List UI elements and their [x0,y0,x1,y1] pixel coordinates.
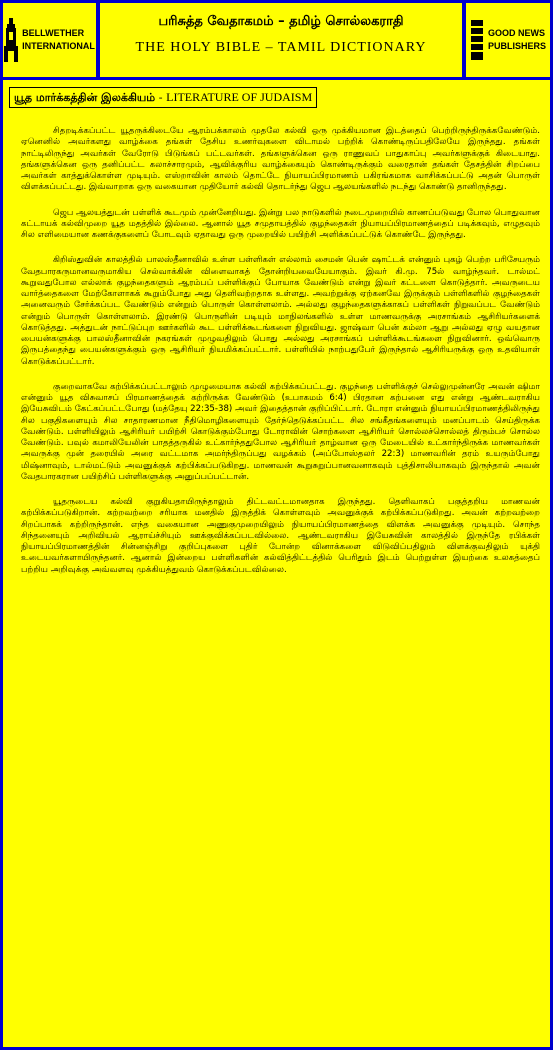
right-logo-line2: PUBLISHERS [487,41,546,51]
paragraph: சிதறடிக்கப்பட்ட யூதருக்கிடையே ஆரம்பக்காலம் முதலே கல்வி ஒரு முக்கியமான இடத்தைப் பெற்றிருந்திருக்கவேண்டும். ஏனெனில் அவர்களது வாழ்க்கை தங்கள் தேசிய உணர்வுகளை விடாமல் பற்றிக் கொண்டிருப்பதிலேயே இருந்தது. தங்கள் நாட்டிலிருந்து அவர்கள் வேரோடு பிடுங்கப் பட்டவர்கள். தங்களுக்கென ஒரு ராணுவப் பாதுகாப்பு அவர்களுக்குக் கிடையாது. தங்களுக்கென ஒரு தனிப்பட்ட கலாச்சாரமும், ஆவிக்குரிய வாழ்க்கையும் கொண்டிருக்கும் வரைதான் தங்கள் தேசத்தின் சிறப்பை அவர்கள் காத்துக்கொள்ள முடியும். எஸ்றாவின் காலம் தொட்டே நியாயப்பிரமாணம் பகிரங்கமாக வாசிக்கப்பட்டு அதன் பொருள் விளக்கப்பட்டது. இவ்வாறாக ஒரு வகையான முதியோர் கல்வி தொடர்ந்து ஜெப ஆலயங்களில் நடந்து கொண்டு தானிருந்தது. [21,126,540,193]
bell-tower-icon [4,18,18,62]
left-logo-line2: INTERNATIONAL [22,41,95,51]
page-title-block [100,3,462,77]
paragraph: கிறிஸ்துவின் காலத்தில் பாலஸ்தீனாவில் உள்ள பள்ளிகள் எல்லாம் சைமன் பென் ஷாட்டக் என்னும் புகழ் பெற்ற பரிசேயரும் வேதபாரகருமானவருமாகிய செல்வாக்கின் விளைவாகத் தோன்றியவையேயாகும். இவர் கி.மு. 75ல் வாழ்ந்தவர். டால்மட் கூறுவதுபோல எல்லாக் குழந்தைகளும் ஆரம்பப் பள்ளிக்குப் போயாக வேண்டும் என்று இவர் கட்டளை கொடுத்தார். அவருடைய வார்த்தைகளை மேற்கோளாகக் கூறும்போது அது தெளிவற்றதாக உள்ளது. அவற்றுக்கு ஏற்கனவே இருக்கும் பள்ளிகளில் குழந்தைகள் அனைவரும் சேர்க்கப்பட வேண்டும் என்றும் பொருள் கொள்ளலாம். அல்லது குழந்தைகளுக்காகப் பள்ளிகள் நிறுவப்பட வேண்டும் என்றும் பொருள் கொள்ளலாம். இரண்டு பொருளின் படியும் மாநிலங்களில் உள்ள மாணவருக்கு அரசாங்கம் ஆசிரியர்களைக் கொடுத்தது. அத்துடன் நாட்டுப்புற ஊர்களில் கூட பள்ளிக்கூடங்களை நிறுவியது. ஜாஷ்வா பென் கம்லா ஆறு அல்லது ஏழு வயதான பையன்களுக்கு பாலஸ்தீனாவின் நகரங்கள் முழுவதிலும் பொது அல்லது அரசாங்கப் பள்ளிக்கூடங்களை நிறுவினார். ஒவ்வொரு இருபத்தைந்து பையன்களுக்கும் ஒரு ஆசிரியர் நியமிக்கப்பட்டார். பள்ளியில் நாற்பதுபேர் இருந்தால் ஆசிரியருக்கு ஒரு உதவியாள் கொடுக்கப்பட்டார். [21,255,540,367]
good-news-logo [466,3,550,77]
paragraph: ஜெப ஆலயத்துடன் பள்ளிக் கூடமும் முன்னேறியது. இன்று பல நாடுகளில் நடைமுறையில் காணப்படுவது போல பொதுவான கட்டாயக் கல்விமுறை யூத மதத்தில் இல்லை. ஆனால் யூத சமுதாயத்தில் குழந்தைகள் நியாயப்பிரமாணத்தைப் படிக்கவும், எழுதவும் சில எளிமையான கணக்குகளைப் போடவும் ஏதாவது ஒரு முறையில் பயிற்சி அளிக்கப்பட்டுக் கொண்டே இருந்தது. [21,207,540,240]
article-body [3,118,550,1047]
book-stack-icon [470,18,484,62]
section-title-english: LITERATURE OF JUDAISM [166,90,313,104]
section-title [9,87,317,108]
left-logo-line1: BELLWETHER [22,28,85,38]
page-title-english: THE HOLY BIBLE – TAMIL DICTIONARY [135,40,427,55]
section-title-tamil: யூத மார்க்கத்தின் இலக்கியம் [14,91,156,104]
right-logo-line1: GOOD NEWS [487,28,545,38]
bellwether-logo [3,3,96,77]
paragraph: குறைவாகவே கற்பிக்கப்பட்டாலும் முழுமையாக கல்வி கற்பிக்கப்பட்டது. குழந்தை பள்ளிக்குச் செல்லுமுன்னரே அவன் ஷிமா என்னும் யூத விசுவாசப் பிரமாணத்தைக் கற்றிருக்க வேண்டும் (உபாகமம் 6:4) பிரதான கற்பனை எது என்று ஆண்டவராகிய இயேசுவிடம் கேட்கப்பட்டபோது (மத்தேயு 22:35-38) அவர் இதைத்தான் குறிப்பிட்டார். டோரா என்னும் நியாயப்பிரமாணத்திலிருந்து சில பகுதிகளையும் சில சாதாரணமான நீதிமொழிகளையும் தேர்ந்தெடுக்கப்பட்ட சில சங்கீதங்களையும் மனப்பாடம் செய்திருக்க வேண்டும். பள்ளியிலும் ஆசிரியர் பயிற்சி கொடுக்கும்போது டோராவின் சொற்களை ஆசிரியர் சொல்லச்சொல்லத் திரும்பச் சொல்ல வேண்டும். பவுல் கமாலியேலின் பாதத்தருகில் உட்கார்ந்ததுபோல ஆசிரியர் தாழ்வான ஒரு மேடையில் உட்கார்ந்திருக்க மாணவர்கள் அவருக்கு முன் தரையில் அரை வட்டமாக அமர்ந்திருப்பது வழக்கம் (அப்போஸ்தலர் 22:3) மாணவரின் தரம் உயரும்போது மிஷ்னாவும், டால்மட்டும் அவனுக்குக் கற்பிக்கப்படுகிறது. மாணவன் கூறுசுறுப்பானவனாகவும் புத்திசாலியாகவும் இருந்தால் அவன் வேதபாரகரான பயிற்சிப் பள்ளிகளுக்கு அனுப்பப்பட்டான். [21,381,540,482]
section-title-separator: - [155,91,167,104]
page-title-tamil: பரிசுத்த வேதாகமம் – தமிழ் சொல்லகராதி [158,14,404,29]
section-header [3,80,550,118]
paragraph: யூதருடைய கல்வி குறுகியதாயிருந்தாலும் திட்டவட்டமானதாக இருந்தது. தெளிவாகப் பகுத்தறிய மாணவன் கற்பிக்கப்படுகிறான். கற்றவற்றை சரியாக மனதில் இருத்திக் கொள்ளவும் அவனுக்குக் கற்பிக்கப்படுகிறது. அவன் கற்றவற்றை சிறப்பாகக் கற்றிருந்தான். எந்த வகையான அணுகுமுறையிலும் நியாயப்பிரமாணத்தை விளக்க அவனுக்கு முடியும். சொந்த சிந்தனையும் அறிவியல் ஆராய்ச்சியும் ஊக்குவிக்கப்படவில்லை. ஆண்டவராகிய இயேசுவின் காலத்தில் இருந்தே ரபிக்கள் நியாயப்பிரமாணத்தின் சின்னஞ்சிறு குறிப்புகளை புதிர் போன்ற வினாக்களை விடுவிப்பதிலும் விளக்குவதிலும் யுக்தி உடையவர்களாயிருந்தனர். ஆனால் இன்றைய பள்ளிகளின் கல்வித்திட்டத்தில் பெரிதும் இடம் பெற்றுள்ள இயற்கை உலகத்தைப் பற்றிய அறிவுக்கு அவ்வளவு முக்கியத்துவம் கொடுக்கப்படவில்லை. [21,497,540,575]
